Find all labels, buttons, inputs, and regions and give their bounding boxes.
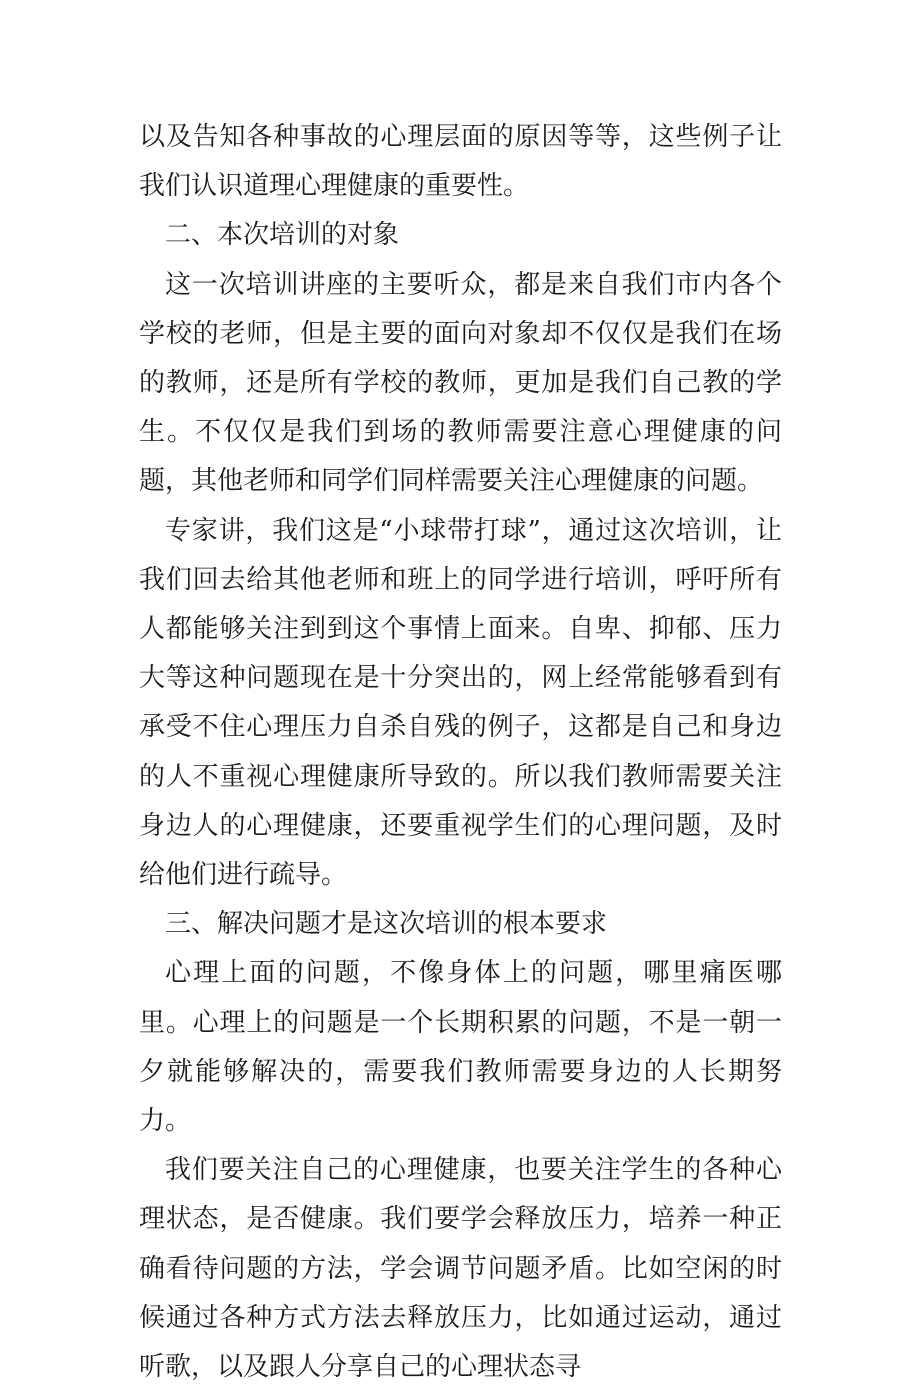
section-heading-2: 二、本次培训的对象 — [165, 220, 400, 251]
paragraph-audience: 这一次培训讲座的主要听众，都是来自我们市内各个学校的老师，但是主要的面向对象却不仅仅是我们在场的教师，还是所有学校的教师，更加是我们自己教的学生。不仅仅是我们到场的教师需要注意心理健康的问题，其他老师和同学们同样需要关注心理健康的问题。 — [139, 269, 782, 497]
paragraph-release-pressure: 我们要关注自己的心理健康，也要关注学生的各种心理状态，是否健康。我们要学会释放压力，培养一种正确看待问题的方法，学会调节问题矛盾。比如空闲的时候通过各种方式方法去释放压力，比如通过运动，通过听歌，以及跟人分享自己的心理状态寻 — [139, 1155, 782, 1383]
paragraph-intro-continuation: 以及告知各种事故的心理层面的原因等等，这些例子让我们认识道理心理健康的重要性。 — [139, 122, 782, 202]
document-body — [139, 113, 782, 1392]
paragraph-expert-quote: 专家讲，我们这是“小球带打球”，通过这次培训，让我们回去给其他老师和班上的同学进行培训，呼吁所有人都能够关注到到这个事情上面来。自卑、抑郁、压力大等这种问题现在是十分突出的，网上经常能够看到有承受不住心理压力自杀自残的例子，这都是自己和身边的人不重视心理健康所导致的。所以我们教师需要关注身边人的心理健康，还要重视学生们的心理问题，及时给他们进行疏导。 — [139, 515, 782, 891]
section-heading-3: 三、解决问题才是这次培训的根本要求 — [165, 909, 608, 940]
paragraph-psychological-problems: 心理上面的问题，不像身体上的问题，哪里痛医哪里。心理上的问题是一个长期积累的问题，不是一朝一夕就能够解决的，需要我们教师需要身边的人长期努力。 — [139, 958, 782, 1137]
